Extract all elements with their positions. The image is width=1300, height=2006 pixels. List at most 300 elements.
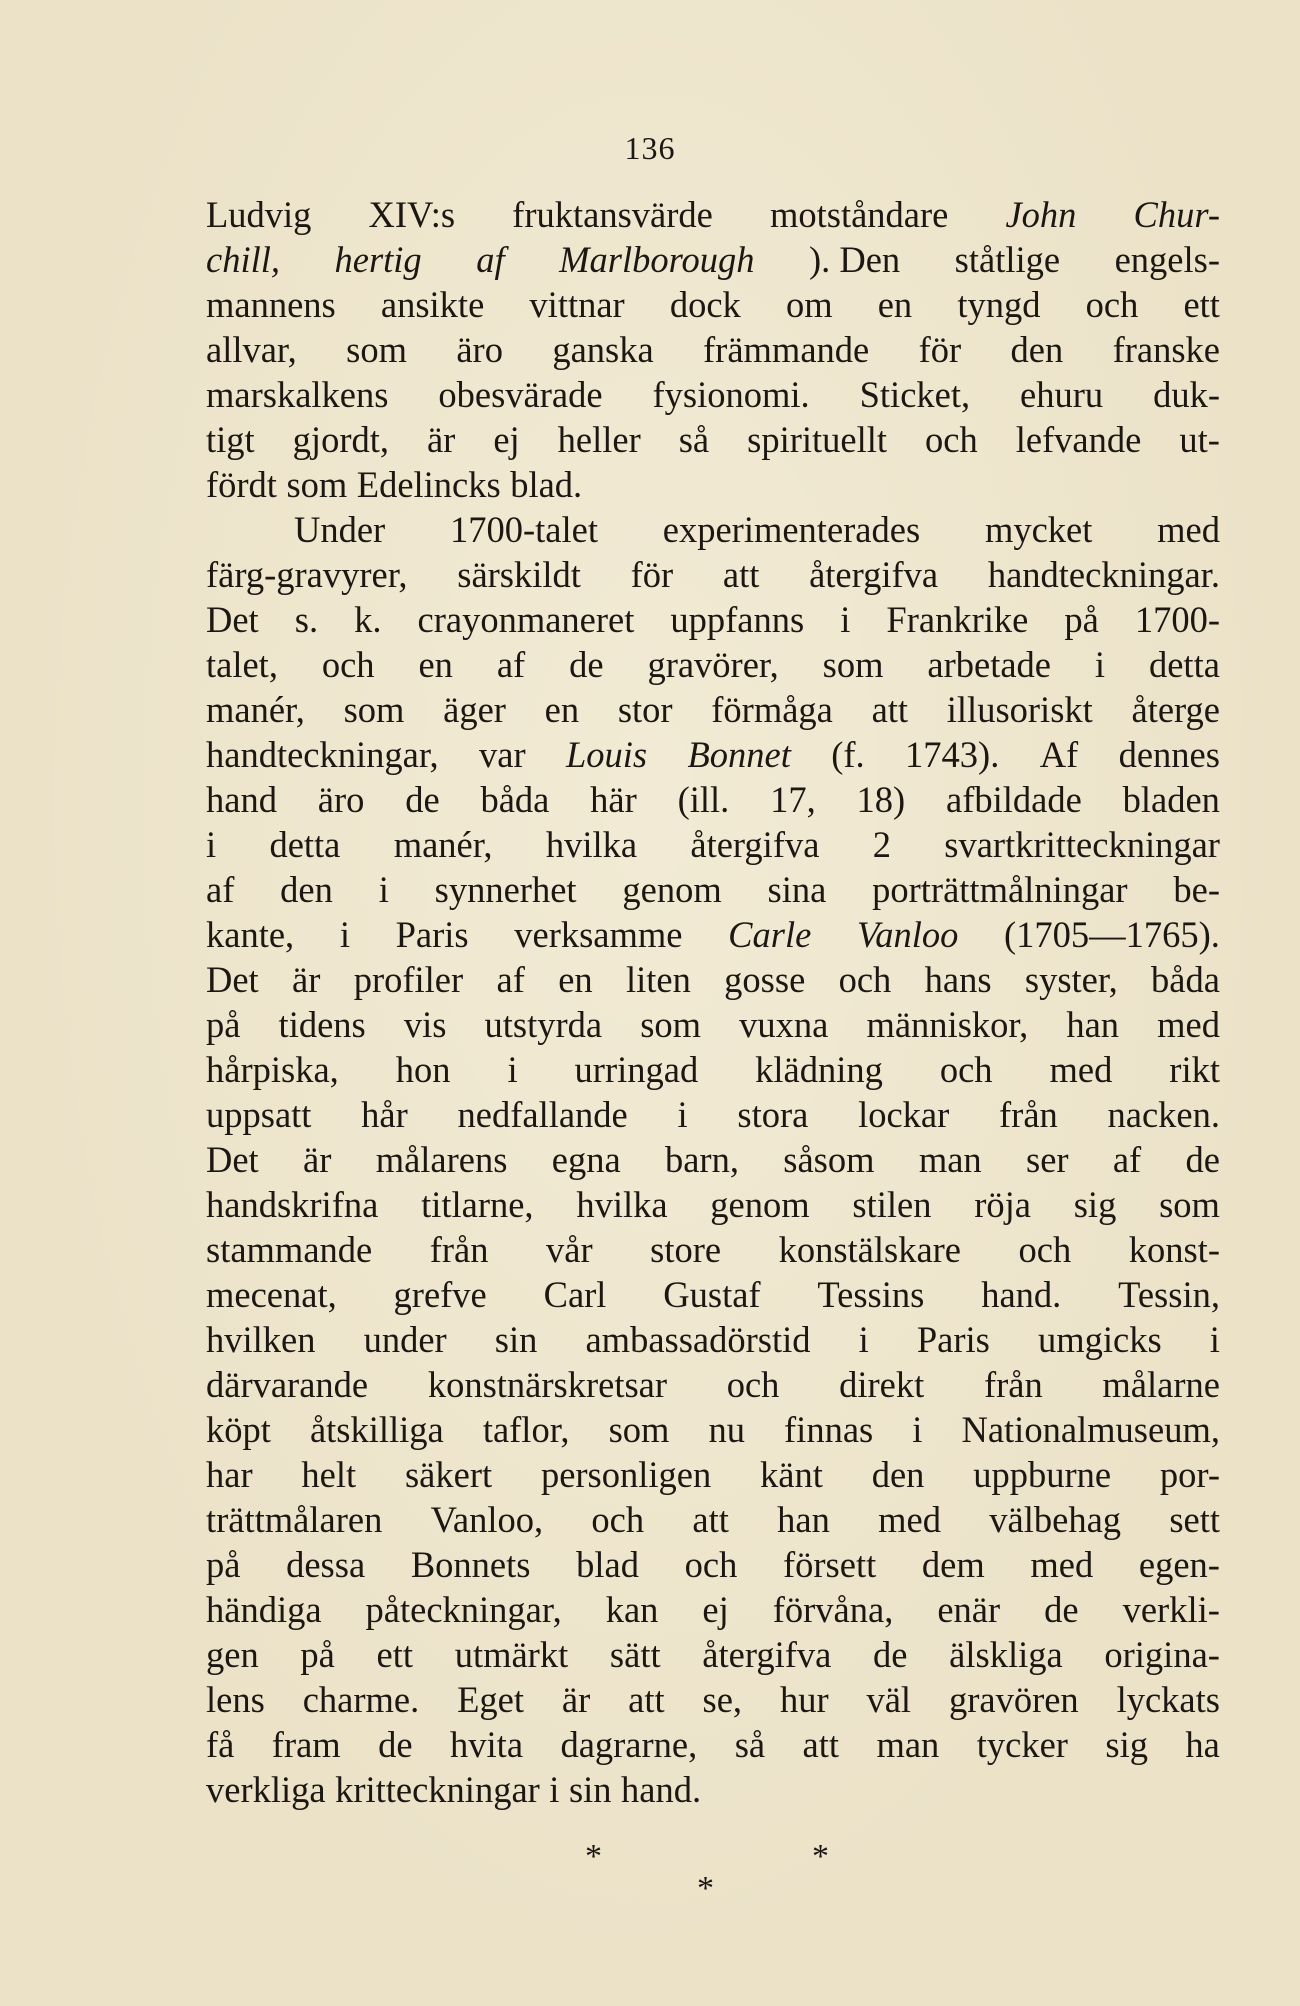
word: här — [590, 779, 637, 820]
word: ej — [493, 419, 520, 460]
word: grefve — [393, 1274, 487, 1315]
word: i — [912, 1409, 923, 1450]
word: Paris — [395, 914, 469, 955]
word: händiga — [206, 1589, 322, 1630]
word: illusoriskt — [946, 689, 1093, 730]
word: kante, — [206, 914, 295, 955]
word: i — [549, 1769, 560, 1810]
word: i — [339, 914, 350, 955]
word: lyckats — [1116, 1679, 1220, 1720]
word: konstälskare — [778, 1229, 962, 1270]
word: Vanloo, — [430, 1499, 544, 1540]
word: ut- — [1179, 419, 1220, 460]
text-line — [206, 867, 1220, 912]
word: Det — [206, 1139, 259, 1180]
word: handteckningar, — [206, 734, 439, 775]
word: enär — [937, 1589, 1001, 1630]
word: lefvande — [1015, 419, 1142, 460]
word: de — [1185, 1139, 1220, 1180]
word: vår — [546, 1229, 593, 1270]
italic-word: Vanloo — [856, 914, 959, 955]
word: barn, — [664, 1139, 739, 1180]
word: obesvärade — [438, 374, 603, 415]
word: han — [777, 1499, 830, 1540]
word: detta — [1148, 644, 1220, 685]
word: och — [684, 1544, 738, 1585]
italic-word: hertig — [334, 239, 422, 280]
word: väl — [866, 1679, 912, 1720]
word: Gustaf — [663, 1274, 761, 1315]
word: som — [346, 329, 407, 370]
word: fördt — [206, 464, 277, 505]
word: urringad — [574, 1049, 699, 1090]
word: ett — [1183, 284, 1220, 325]
word: hvilka — [576, 1184, 668, 1225]
word: store — [650, 1229, 722, 1270]
word: stilen — [852, 1184, 932, 1225]
word: säkert — [404, 1454, 493, 1495]
word: sin — [494, 1319, 538, 1360]
word: som — [1159, 1184, 1220, 1225]
word: sig — [1105, 1724, 1148, 1765]
word: som — [608, 1409, 670, 1450]
word: afbildade — [946, 779, 1082, 820]
word: i — [507, 1049, 518, 1090]
text-line — [206, 507, 1220, 552]
text-line — [206, 1542, 1220, 1587]
word: människor, — [866, 1004, 1029, 1045]
word: personligen — [540, 1454, 712, 1495]
word: sin — [568, 1769, 612, 1810]
word: har — [206, 1454, 253, 1495]
word: franske — [1112, 329, 1220, 370]
text-line — [206, 687, 1220, 732]
word: hans — [924, 959, 992, 1000]
word: sett — [1169, 1499, 1220, 1540]
word: dem — [921, 1544, 985, 1585]
word: Frankrike — [886, 599, 1029, 640]
word: ehuru — [1020, 374, 1104, 415]
word: syster, — [1024, 959, 1118, 1000]
text-line — [206, 192, 1220, 237]
word: Edelincks — [356, 464, 501, 505]
text-line — [206, 1317, 1220, 1362]
word: mecenat, — [206, 1274, 337, 1315]
word: dessa — [286, 1544, 366, 1585]
word: för — [918, 329, 962, 370]
text-line — [206, 1047, 1220, 1092]
word: Carl — [543, 1274, 607, 1315]
word: hand. — [981, 1274, 1062, 1315]
text-line — [206, 642, 1220, 687]
word: man — [918, 1139, 982, 1180]
word: af — [496, 959, 525, 1000]
asterisk-ornament: * — [585, 1838, 602, 1875]
word: charme. — [302, 1679, 420, 1720]
word: förvåna, — [772, 1589, 894, 1630]
word: stammande — [206, 1229, 373, 1270]
word: med — [1030, 1544, 1094, 1585]
word: ha — [1185, 1724, 1220, 1765]
text-line — [206, 237, 1220, 282]
word: hand — [206, 779, 277, 820]
word: mycket — [984, 509, 1093, 550]
word: var — [479, 734, 526, 775]
word: konstnärskretsar — [427, 1364, 668, 1405]
word: mannens — [206, 284, 336, 325]
word: och — [591, 1499, 645, 1540]
word: så — [734, 1724, 766, 1765]
word: hand. — [621, 1769, 702, 1810]
word: är — [303, 1139, 332, 1180]
word: äro — [317, 779, 365, 820]
word: verkliga — [206, 1769, 326, 1810]
italic-word: Bonnet — [687, 734, 791, 775]
text-line — [206, 372, 1220, 417]
text-line — [206, 777, 1220, 822]
word: experimenterades — [662, 509, 921, 550]
word: utmärkt — [454, 1634, 569, 1675]
word: marskalkens — [206, 374, 389, 415]
word: genom — [622, 869, 722, 910]
word: vis — [403, 1004, 447, 1045]
word: Det — [206, 959, 259, 1000]
word: Nationalmuseum, — [961, 1409, 1220, 1450]
word: de — [873, 1634, 908, 1675]
word: och — [321, 644, 375, 685]
word: crayonmaneret — [417, 599, 635, 640]
word: stora — [737, 1094, 809, 1135]
text-line — [206, 822, 1220, 867]
word: 2 — [872, 824, 891, 865]
body-text — [206, 192, 1220, 1812]
word: med — [1157, 509, 1220, 550]
word: de — [569, 644, 604, 685]
word: bladen — [1122, 779, 1220, 820]
word: med — [878, 1499, 941, 1540]
word: se, — [702, 1679, 743, 1720]
word: för — [630, 554, 674, 595]
word: att — [628, 1679, 665, 1720]
word: 1700-talet — [450, 509, 598, 550]
word: blad — [576, 1544, 639, 1585]
word: tycker — [976, 1724, 1068, 1765]
word: ganska — [552, 329, 654, 370]
word: finnas — [784, 1409, 874, 1450]
word: tyngd — [957, 284, 1041, 325]
word: i — [1209, 1319, 1220, 1360]
word: Det — [206, 599, 259, 640]
word: uppsatt — [206, 1094, 312, 1135]
word: handteckningar. — [987, 554, 1220, 595]
word: arbetade — [927, 644, 1052, 685]
word: är — [292, 959, 321, 1000]
text-line — [206, 1677, 1220, 1722]
word: gjordt, — [292, 419, 389, 460]
word: och — [1085, 284, 1139, 325]
word: köpt — [206, 1409, 271, 1450]
word: allvar, — [206, 329, 297, 370]
word: främmande — [703, 329, 870, 370]
word: återge — [1131, 689, 1220, 730]
text-line — [206, 1722, 1220, 1767]
word: som — [640, 1004, 702, 1045]
word: ståtlige — [954, 239, 1061, 280]
word: som — [286, 464, 348, 505]
text-line — [206, 957, 1220, 1002]
text-line — [206, 1632, 1220, 1677]
word: hårpiska, — [206, 1049, 339, 1090]
word: målarens — [375, 1139, 508, 1180]
word: från — [429, 1229, 489, 1270]
word: och — [939, 1049, 993, 1090]
word: hvilken — [206, 1319, 316, 1360]
word: därvarande — [206, 1364, 369, 1405]
word: välbehag — [989, 1499, 1122, 1540]
word: återgifva — [690, 824, 820, 865]
word: att — [871, 689, 909, 730]
word: nu — [708, 1409, 745, 1450]
word: en — [558, 959, 593, 1000]
word: detta — [269, 824, 341, 865]
word: att — [802, 1724, 840, 1765]
word: på — [300, 1634, 335, 1675]
italic-word: chill, — [206, 239, 280, 280]
word: som — [343, 689, 405, 730]
word: på — [206, 1004, 241, 1045]
page-number: 136 — [624, 130, 676, 166]
word: Under — [294, 509, 386, 550]
word: dagrarne, — [560, 1724, 698, 1765]
text-line — [206, 1497, 1220, 1542]
word: taflor, — [482, 1409, 570, 1450]
text-line — [206, 597, 1220, 642]
word: vuxna — [739, 1004, 829, 1045]
word: från — [983, 1364, 1043, 1405]
italic-word: Louis — [565, 734, 648, 775]
word: i — [378, 869, 389, 910]
word: be- — [1173, 869, 1220, 910]
word: hur — [779, 1679, 829, 1720]
word: målarne — [1102, 1364, 1220, 1405]
word: man — [876, 1724, 940, 1765]
word: vittnar — [529, 284, 625, 325]
word: handskrifna — [206, 1184, 379, 1225]
word: verkli- — [1122, 1589, 1220, 1630]
word: Tessins — [817, 1274, 925, 1315]
word: han — [1066, 1004, 1120, 1045]
word: som — [822, 644, 884, 685]
text-line — [206, 327, 1220, 372]
word: (f. — [831, 734, 865, 775]
word: synnerhet — [434, 869, 577, 910]
word: är — [426, 419, 456, 460]
word: känt — [760, 1454, 823, 1495]
word: lockar — [858, 1094, 950, 1135]
word: engels- — [1114, 239, 1220, 280]
word: åtskilliga — [309, 1409, 444, 1450]
word: kritteckningar — [335, 1769, 540, 1810]
word: af — [206, 869, 235, 910]
word: talet, — [206, 644, 278, 685]
word: och — [1018, 1229, 1072, 1270]
word: hon — [395, 1049, 451, 1090]
word: klädning — [755, 1049, 883, 1090]
word: svartkritteckningar — [944, 824, 1220, 865]
word: och — [925, 419, 978, 460]
text-line — [206, 1137, 1220, 1182]
word: rikt — [1169, 1049, 1220, 1090]
text-line — [206, 282, 1220, 327]
word: är — [561, 1679, 591, 1720]
word: försett — [783, 1544, 877, 1585]
word: från — [999, 1094, 1058, 1135]
word: kan — [605, 1589, 659, 1630]
word: de — [378, 1724, 413, 1765]
text-line — [206, 1092, 1220, 1137]
word: i — [1094, 644, 1106, 685]
text-line — [206, 912, 1220, 957]
word: båda — [1151, 959, 1220, 1000]
word: Sticket, — [859, 374, 971, 415]
word: Ludvig — [206, 194, 312, 235]
word: (1705—1765). — [1003, 914, 1220, 955]
word: egen- — [1138, 1544, 1220, 1585]
word: att — [692, 1499, 729, 1540]
italic-word: Carle — [728, 914, 812, 955]
word: af — [496, 644, 526, 685]
word: älskliga — [949, 1634, 1063, 1675]
word: uppburne — [973, 1454, 1112, 1495]
word: manér, — [393, 824, 493, 865]
word: i — [858, 1319, 869, 1360]
word: duk- — [1153, 374, 1220, 415]
word: trättmålaren — [206, 1499, 383, 1540]
word: hvilka — [545, 824, 638, 865]
word: (ill. — [677, 779, 730, 820]
text-line — [206, 1182, 1220, 1227]
word: spirituellt — [747, 419, 888, 460]
word: ej — [702, 1589, 729, 1630]
word: röja — [974, 1184, 1031, 1225]
word: dock — [669, 284, 741, 325]
word: origina- — [1104, 1634, 1220, 1675]
word: de — [405, 779, 440, 820]
word: nedfallande — [457, 1094, 628, 1135]
word: om — [785, 284, 833, 325]
word: gosse — [724, 959, 806, 1000]
word: ser — [1025, 1139, 1069, 1180]
word: hvita — [450, 1724, 524, 1765]
word: Tessin, — [1118, 1274, 1220, 1315]
word: sätt — [609, 1634, 661, 1675]
word: och — [838, 959, 892, 1000]
word: genom — [710, 1184, 810, 1225]
word: den — [871, 1454, 925, 1495]
word: på — [1064, 599, 1099, 640]
word: i — [840, 599, 851, 640]
word: 1700- — [1134, 599, 1220, 640]
text-line — [206, 1767, 1220, 1812]
word: att — [722, 554, 760, 595]
word: dennes — [1118, 734, 1220, 775]
word: båda — [480, 779, 550, 820]
word: direkt — [839, 1364, 925, 1405]
italic-word: af — [476, 239, 505, 280]
text-line — [206, 1452, 1220, 1497]
text-line — [206, 552, 1220, 597]
word: umgicks — [1037, 1319, 1162, 1360]
word: på — [206, 1544, 241, 1585]
word: egna — [551, 1139, 621, 1180]
word: ambassadörstid — [585, 1319, 811, 1360]
word: gravören — [948, 1679, 1079, 1720]
word: de — [1044, 1589, 1079, 1630]
word: Eget — [457, 1679, 524, 1720]
word: äger — [443, 689, 506, 730]
word: färg-gravyrer, — [206, 554, 408, 595]
word: XIV:s — [368, 194, 456, 235]
text-line — [206, 1272, 1220, 1317]
word: med — [1157, 1004, 1220, 1045]
word: påteckningar, — [365, 1589, 562, 1630]
word: i — [677, 1094, 688, 1135]
word: och — [726, 1364, 780, 1405]
text-line — [206, 1362, 1220, 1407]
word: nacken. — [1107, 1094, 1220, 1135]
asterisk-ornament: * — [812, 1838, 829, 1875]
word: titlarne, — [421, 1184, 534, 1225]
word: por- — [1159, 1454, 1220, 1495]
word: särskildt — [457, 554, 581, 595]
word: den — [1010, 329, 1064, 370]
word: liten — [625, 959, 691, 1000]
word: få — [206, 1724, 235, 1765]
word: konst- — [1128, 1229, 1220, 1270]
word: en — [418, 644, 453, 685]
word: gen — [206, 1634, 259, 1675]
word: ansikte — [380, 284, 485, 325]
italic-word: John — [1005, 194, 1077, 235]
word: äro — [456, 329, 503, 370]
text-line — [206, 417, 1220, 462]
word: ). Den — [808, 239, 901, 280]
word: blad. — [510, 464, 583, 505]
word: en — [877, 284, 913, 325]
word: återgifva — [702, 1634, 832, 1675]
word: hår — [361, 1094, 408, 1135]
word: under — [363, 1319, 447, 1360]
word: Bonnets — [410, 1544, 531, 1585]
word: den — [280, 869, 333, 910]
italic-word: Chur- — [1133, 194, 1220, 235]
word: gravörer, — [647, 644, 779, 685]
text-line — [206, 1002, 1220, 1047]
word: utstyrda — [484, 1004, 603, 1045]
text-line — [206, 1407, 1220, 1452]
text-line — [206, 462, 1220, 507]
word: profiler — [353, 959, 464, 1000]
word: tigt — [206, 419, 255, 460]
word: fram — [271, 1724, 341, 1765]
word: manér, — [206, 689, 305, 730]
word: 17, — [770, 779, 816, 820]
word: tidens — [278, 1004, 366, 1045]
word: porträttmålningar — [872, 869, 1128, 910]
section-break-asterisks — [0, 1830, 1300, 1920]
word: Paris — [916, 1319, 990, 1360]
word: med — [1049, 1049, 1113, 1090]
